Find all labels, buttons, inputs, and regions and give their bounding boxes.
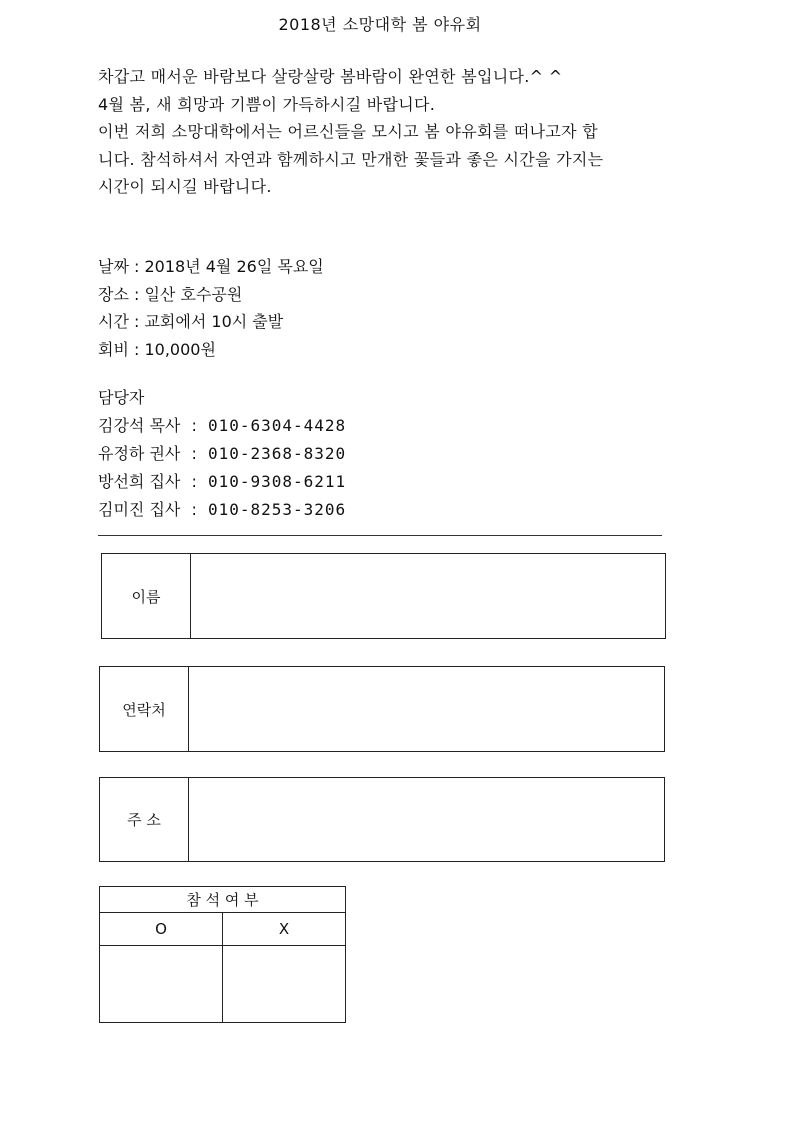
intro-line: 4월 봄, 새 희망과 기쁨이 가득하시길 바랍니다. bbox=[98, 94, 436, 114]
intro-paragraph bbox=[98, 63, 666, 201]
contact-separator: : bbox=[191, 444, 197, 463]
attendance-table bbox=[99, 886, 346, 1023]
attendance-yes-cell[interactable] bbox=[100, 946, 223, 1023]
contact-row bbox=[98, 468, 346, 496]
name-input-area[interactable] bbox=[191, 554, 665, 638]
contact-name: 방선희 집사 bbox=[98, 472, 181, 491]
event-fee: 회비 : 10,000원 bbox=[98, 339, 216, 359]
event-time: 시간 : 교회에서 10시 출발 bbox=[98, 312, 284, 331]
contacts-list bbox=[98, 412, 346, 524]
contact-row bbox=[98, 412, 346, 440]
event-info bbox=[98, 253, 324, 363]
contact-name: 김강석 목사 bbox=[98, 416, 181, 435]
contact-separator: : bbox=[191, 500, 197, 519]
contact-phone: 010-8253-3206 bbox=[207, 500, 347, 519]
intro-line: 차갑고 매서운 바람보다 살랑살랑 봄바람이 완연한 봄입니다.^ ^ bbox=[98, 67, 563, 86]
attendance-no-label: X bbox=[223, 913, 346, 946]
contact-phone: 010-9308-6211 bbox=[207, 472, 347, 491]
contact-phone: 010-2368-8320 bbox=[207, 444, 347, 463]
contact-name: 김미진 집사 bbox=[98, 500, 181, 519]
name-field-box bbox=[101, 553, 666, 639]
attendance-yes-label: O bbox=[100, 913, 223, 946]
contacts-heading: 담당자 bbox=[98, 388, 145, 407]
intro-line: 이번 저희 소망대학에서는 어르신들을 모시고 봄 야유회를 떠나고자 합 bbox=[98, 122, 599, 141]
contact-input-area[interactable] bbox=[189, 667, 664, 751]
contact-separator: : bbox=[191, 472, 197, 491]
name-label: 이름 bbox=[102, 554, 191, 638]
contact-row bbox=[98, 496, 346, 524]
contact-name: 유정하 권사 bbox=[98, 444, 181, 463]
address-input-area[interactable] bbox=[189, 778, 664, 861]
contact-label: 연락처 bbox=[100, 667, 189, 751]
document-title: 2018년 소망대학 봄 야유회 bbox=[278, 15, 482, 34]
event-date: 날짜 : 2018년 4월 26일 목요일 bbox=[98, 257, 324, 276]
attendance-header: 참 석 여 부 bbox=[100, 887, 346, 913]
event-place: 장소 : 일산 호수공원 bbox=[98, 284, 243, 304]
intro-line: 니다. 참석하셔서 자연과 함께하시고 만개한 꽃들과 좋은 시간을 가지는 bbox=[98, 149, 604, 169]
address-field-box bbox=[99, 777, 665, 862]
address-label: 주 소 bbox=[100, 778, 189, 861]
contact-separator: : bbox=[191, 416, 197, 435]
intro-line: 시간이 되시길 바랍니다. bbox=[98, 177, 272, 196]
contact-phone: 010-6304-4428 bbox=[207, 416, 347, 435]
contact-row bbox=[98, 440, 346, 468]
section-divider bbox=[98, 535, 662, 536]
contact-field-box bbox=[99, 666, 665, 752]
attendance-no-cell[interactable] bbox=[223, 946, 346, 1023]
